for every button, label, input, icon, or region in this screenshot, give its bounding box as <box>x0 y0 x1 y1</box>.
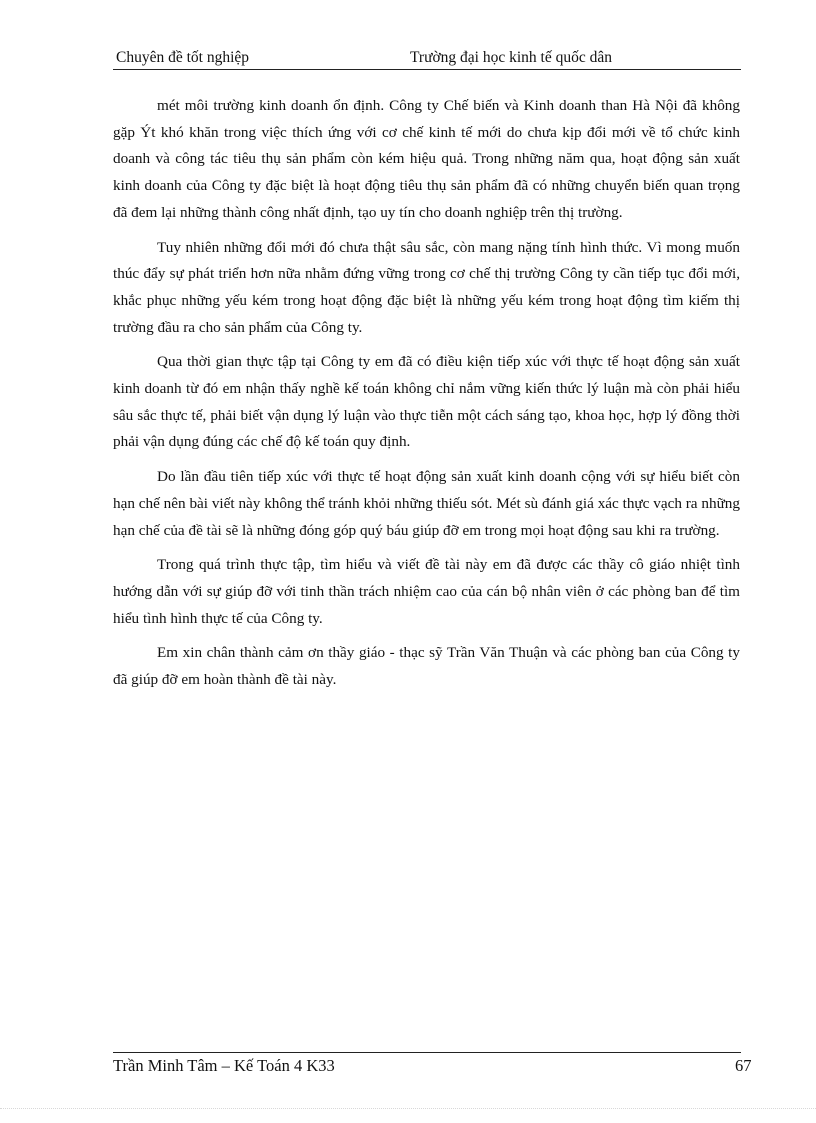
footer-author: Trần Minh Tâm – Kế Toán 4 K33 <box>113 1056 335 1075</box>
page-number: 67 <box>735 1056 752 1075</box>
paragraph: Em xin chân thành cảm ơn thầy giáo - thạc sỹ Trần Văn Thuận và các phòng ban của Công ty đã giúp đỡ em hoàn thành đề tài này. <box>113 644 740 689</box>
paragraph: Tuy nhiên những đổi mới đó chưa thật sâu sắc, còn mang nặng tính hình thức. Vì mong muốn thúc đẩy sự phát triển hơn nữa nhằm đứng vững trong cơ chế thị trường Công ty cần tiếp tục đổi mới, khắc phục những yếu kém trong hoạt động đặc biệt là những yếu kém trong hoạt động tìm kiếm thị trường đầu ra cho sản phẩm của Công ty. <box>113 238 740 336</box>
header-university: Trường đại học kinh tế quốc dân <box>410 49 612 66</box>
paragraph: mét môi trường kinh doanh ổn định. Công ty Chế biến và Kinh doanh than Hà Nội đã không gặp Ýt khó khăn trong việc thích ứng với cơ chế kinh tế mới do chưa kịp đổi mới về tổ chức kinh doanh và công tác tiêu thụ sản phẩm còn kém hiệu quả. Trong những năm qua, hoạt động sản xuất kinh doanh của Công ty đặc biệt là hoạt động tiêu thụ sản phẩm đã có những chuyển biến quan trọng đã đem lại những thành công nhất định, tạo uy tín cho doanh nghiệp trên thị trường. <box>113 97 740 221</box>
paragraph: Trong quá trình thực tập, tìm hiểu và viết đề tài này em đã được các thầy cô giáo nhiệt tình hướng dẫn với sự giúp đỡ với tinh thần trách nhiệm cao của cán bộ nhân viên ở các phòng ban để tìm hiểu tình hình thực tế của Công ty. <box>113 556 740 627</box>
page-header <box>113 47 741 70</box>
footer-divider <box>113 1052 741 1053</box>
header-document-type: Chuyên đề tốt nghiệp <box>116 49 250 66</box>
body-text <box>113 93 740 702</box>
page-edge-divider <box>0 1108 816 1109</box>
paragraph: Qua thời gian thực tập tại Công ty em đã có điều kiện tiếp xúc với thực tế hoạt động sản xuất kinh doanh từ đó em nhận thấy nghề kế toán không chỉ nắm vững kiến thức lý luận mà còn phải hiểu sâu sắc thực tế, phải biết vận dụng lý luận vào thực tiễn một cách sáng tạo, khoa học, hợp lý đồng thời phải vận dụng đúng các chế độ kế toán quy định. <box>113 353 740 451</box>
paragraph: Do lần đầu tiên tiếp xúc với thực tế hoạt động sản xuất kinh doanh cộng với sự hiểu biết còn hạn chế nên bài viết này không thể tránh khỏi những thiếu sót. Mét sù đánh giá xác thực vạch ra những hạn chế của đề tài sẽ là những đóng góp quý báu giúp đỡ em trong mọi hoạt động sau khi ra trường. <box>113 468 740 539</box>
